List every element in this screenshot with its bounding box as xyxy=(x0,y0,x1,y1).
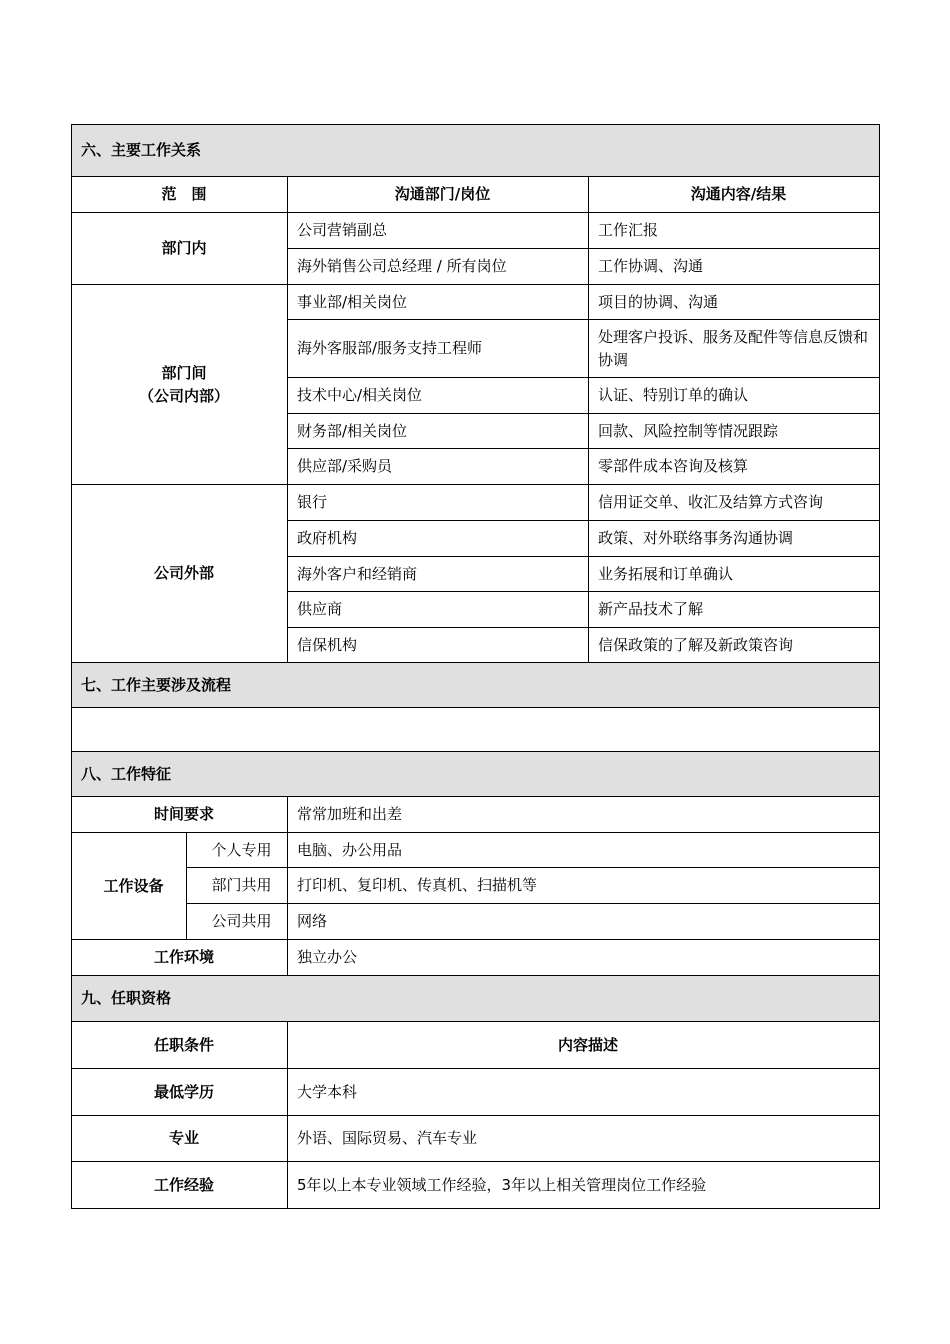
equipment-value: 网络 xyxy=(288,904,880,940)
equipment-value: 打印机、复印机、传真机、扫描机等 xyxy=(288,868,880,904)
table-row xyxy=(72,285,880,320)
time-requirement-label: 时间要求 xyxy=(72,797,288,833)
table-row xyxy=(72,1116,880,1162)
qualification-value: 5年以上本专业领域工作经验，3年以上相关管理岗位工作经验 xyxy=(288,1162,880,1209)
equipment-label: 工作设备 xyxy=(72,833,187,940)
qualification-label: 最低学历 xyxy=(72,1069,288,1116)
table-row xyxy=(72,797,880,833)
dept-cell: 供应部/采购员 xyxy=(288,449,589,485)
scope-interdept xyxy=(72,285,288,485)
section-7-title: 七、工作主要涉及流程 xyxy=(72,663,880,708)
content-cell: 回款、风险控制等情况跟踪 xyxy=(589,414,880,449)
table-row xyxy=(72,868,880,904)
equipment-value: 电脑、办公用品 xyxy=(288,833,880,868)
qualification-value: 大学本科 xyxy=(288,1069,880,1116)
scope-external: 公司外部 xyxy=(72,485,288,663)
dept-cell: 政府机构 xyxy=(288,521,589,557)
dept-cell: 信保机构 xyxy=(288,628,589,663)
dept-cell: 财务部/相关岗位 xyxy=(288,414,589,449)
dept-cell: 海外销售公司总经理 / 所有岗位 xyxy=(288,249,589,285)
dept-cell: 海外客户和经销商 xyxy=(288,557,589,592)
content-cell: 零部件成本咨询及核算 xyxy=(589,449,880,485)
content-cell: 工作协调、沟通 xyxy=(589,249,880,285)
dept-cell: 银行 xyxy=(288,485,589,521)
scope-interdept-line1: 部门间 xyxy=(161,363,207,382)
content-cell: 政策、对外联络事务沟通协调 xyxy=(589,521,880,557)
qualification-label: 专业 xyxy=(72,1116,288,1162)
content-cell: 业务拓展和订单确认 xyxy=(589,557,880,592)
header-dept: 沟通部门/岗位 xyxy=(288,177,589,213)
process-content xyxy=(72,708,880,752)
table-row xyxy=(72,1162,880,1209)
time-requirement-value: 常常加班和出差 xyxy=(288,797,880,833)
equipment-type: 个人专用 xyxy=(187,833,288,868)
content-cell: 认证、特别订单的确认 xyxy=(589,378,880,414)
dept-cell: 事业部/相关岗位 xyxy=(288,285,589,320)
content-cell: 新产品技术了解 xyxy=(589,592,880,628)
header-condition: 任职条件 xyxy=(72,1022,288,1069)
equipment-type: 部门共用 xyxy=(187,868,288,904)
job-description-table xyxy=(71,124,880,1209)
table-row xyxy=(72,940,880,976)
content-cell: 项目的协调、沟通 xyxy=(589,285,880,320)
table-row xyxy=(72,1069,880,1116)
equipment-type: 公司共用 xyxy=(187,904,288,940)
header-scope: 范 围 xyxy=(72,177,288,213)
section-9-title: 九、任职资格 xyxy=(72,976,880,1022)
work-env-label: 工作环境 xyxy=(72,940,288,976)
dept-cell: 海外客服部/服务支持工程师 xyxy=(288,320,589,378)
section-6-title: 六、主要工作关系 xyxy=(72,125,880,177)
content-cell: 工作汇报 xyxy=(589,213,880,249)
table-row xyxy=(72,833,880,868)
table-row xyxy=(72,485,880,521)
qualification-value: 外语、国际贸易、汽车专业 xyxy=(288,1116,880,1162)
scope-interdept-line2: （公司内部） xyxy=(138,386,229,405)
header-description: 内容描述 xyxy=(288,1022,880,1069)
work-env-value: 独立办公 xyxy=(288,940,880,976)
content-cell: 处理客户投诉、服务及配件等信息反馈和协调 xyxy=(589,320,880,378)
dept-cell: 公司营销副总 xyxy=(288,213,589,249)
dept-cell: 技术中心/相关岗位 xyxy=(288,378,589,414)
scope-internal: 部门内 xyxy=(72,213,288,285)
content-cell: 信用证交单、收汇及结算方式咨询 xyxy=(589,485,880,521)
dept-cell: 供应商 xyxy=(288,592,589,628)
header-content: 沟通内容/结果 xyxy=(589,177,880,213)
table-row xyxy=(72,213,880,249)
table-row xyxy=(72,904,880,940)
section-8-title: 八、工作特征 xyxy=(72,752,880,797)
qualification-label: 工作经验 xyxy=(72,1162,288,1209)
content-cell: 信保政策的了解及新政策咨询 xyxy=(589,628,880,663)
